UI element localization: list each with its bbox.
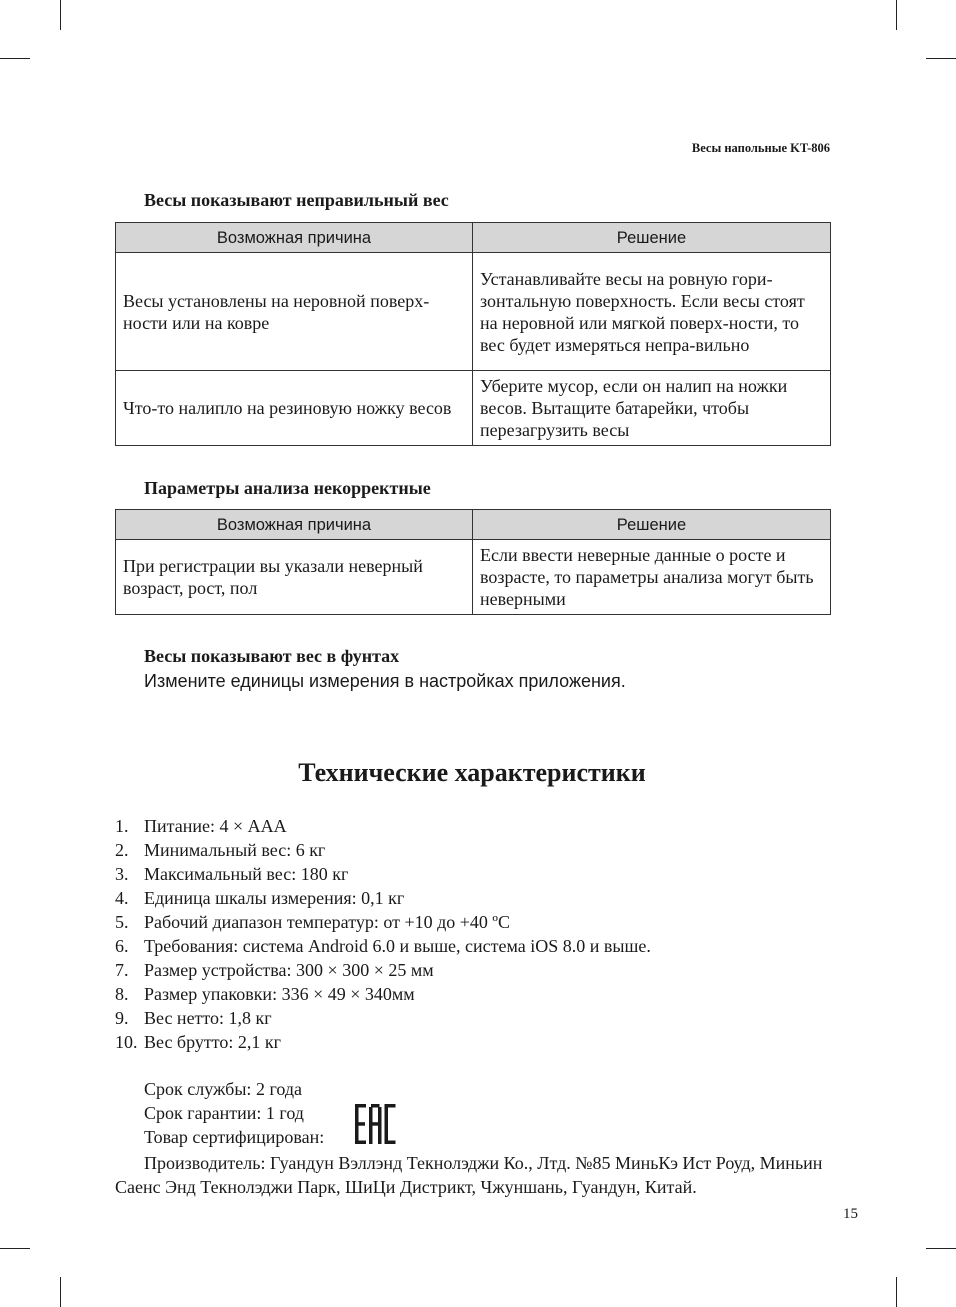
crop-mark bbox=[60, 0, 61, 30]
item-text: Минимальный вес: 6 кг bbox=[144, 840, 326, 860]
page-number: 15 bbox=[843, 1206, 858, 1222]
item-number: 1. bbox=[115, 816, 129, 836]
solution-cell: Уберите мусор, если он налип на ножки весов. Вытащите батарейки, чтобы перезагрузить весы bbox=[473, 371, 831, 446]
warranty: Срок гарантии: 1 год bbox=[144, 1103, 304, 1123]
list-item bbox=[115, 958, 651, 982]
table-header-row bbox=[116, 223, 831, 253]
troubleshooting-table-analysis bbox=[115, 509, 831, 615]
item-text: Единица шкалы измерения: 0,1 кг bbox=[144, 888, 405, 908]
item-text: Требования: система Android 6.0 и выше, система iOS 8.0 и выше. bbox=[144, 936, 651, 956]
item-number: 9. bbox=[115, 1008, 129, 1028]
item-text: Вес нетто: 1,8 кг bbox=[144, 1008, 272, 1028]
crop-mark bbox=[60, 1277, 61, 1307]
item-text: Максимальный вес: 180 кг bbox=[144, 864, 349, 884]
certification-label: Товар сертифицирован: bbox=[144, 1127, 325, 1147]
list-item bbox=[115, 1006, 651, 1030]
solution-cell: Если ввести неверные данные о росте и возрасте, то параметры анализа могут быть неверными bbox=[473, 540, 831, 615]
service-life: Срок службы: 2 года bbox=[144, 1079, 303, 1099]
crop-mark bbox=[0, 58, 30, 59]
manufacturer-text: Производитель: Гуандун Вэллэнд Текнолэджи Ко., Лтд. №85 МиньКэ Ист Роуд, Миньин Саенс Энд Текнолэджи Парк, ШиЦи Дистрикт, Чжуншань, Гуандун, Китай. bbox=[115, 1153, 823, 1197]
item-number: 7. bbox=[115, 960, 129, 980]
item-number: 5. bbox=[115, 912, 129, 932]
list-item bbox=[115, 814, 651, 838]
troubleshooting-table-wrong-weight bbox=[115, 222, 831, 446]
column-header-solution: Решение bbox=[473, 510, 831, 540]
section-title-wrong-weight: Весы показывают неправильный вес bbox=[144, 190, 449, 210]
crop-mark bbox=[896, 0, 897, 30]
item-text: Рабочий диапазон температур: от +10 до +40 ºC bbox=[144, 912, 511, 932]
pounds-instruction: Измените единицы измерения в настройках приложения. bbox=[144, 671, 626, 691]
list-item bbox=[115, 1030, 651, 1054]
table-row bbox=[116, 540, 831, 615]
crop-mark bbox=[926, 1248, 956, 1249]
item-number: 2. bbox=[115, 840, 129, 860]
item-text: Размер устройства: 300 × 300 × 25 мм bbox=[144, 960, 434, 980]
section-title-pounds: Весы показывают вес в фунтах bbox=[144, 646, 400, 666]
item-number: 10. bbox=[115, 1032, 138, 1052]
section-title-analysis: Параметры анализа некорректные bbox=[144, 478, 431, 498]
item-number: 8. bbox=[115, 984, 129, 1004]
cause-cell: Весы установлены на неровной поверх-ности или на ковре bbox=[116, 253, 473, 371]
column-header-cause: Возможная причина bbox=[116, 510, 473, 540]
crop-mark bbox=[0, 1248, 30, 1249]
crop-mark bbox=[896, 1277, 897, 1307]
crop-mark bbox=[926, 58, 956, 59]
table-header-row bbox=[116, 510, 831, 540]
cause-cell: При регистрации вы указали неверный возраст, рост, пол bbox=[116, 540, 473, 615]
list-item bbox=[115, 862, 651, 886]
solution-cell: Устанавливайте весы на ровную гори-зонтальную поверхность. Если весы стоят на неровной или мягкой поверх-ности, то вес будет измеряться непра-вильно bbox=[473, 253, 831, 371]
specs-list bbox=[115, 814, 651, 1054]
column-header-cause: Возможная причина bbox=[116, 223, 473, 253]
list-item bbox=[115, 886, 651, 910]
list-item bbox=[115, 934, 651, 958]
manufacturer-info bbox=[115, 1151, 835, 1199]
item-text: Размер упаковки: 336 × 49 × 340мм bbox=[144, 984, 415, 1004]
list-item bbox=[115, 982, 651, 1006]
item-text: Вес брутто: 2,1 кг bbox=[144, 1032, 281, 1052]
item-number: 3. bbox=[115, 864, 129, 884]
table-row bbox=[116, 371, 831, 446]
running-header: Весы напольные KT-806 bbox=[691, 141, 830, 155]
list-item bbox=[115, 838, 651, 862]
column-header-solution: Решение bbox=[473, 223, 831, 253]
item-number: 6. bbox=[115, 936, 129, 956]
item-text: Питание: 4 × AAA bbox=[144, 816, 287, 836]
list-item bbox=[115, 910, 651, 934]
specs-title: Технические характеристики bbox=[298, 758, 646, 787]
table-row bbox=[116, 253, 831, 371]
item-number: 4. bbox=[115, 888, 129, 908]
eac-mark-icon bbox=[354, 1103, 396, 1145]
cause-cell: Что-то налипло на резиновую ножку весов bbox=[116, 371, 473, 446]
